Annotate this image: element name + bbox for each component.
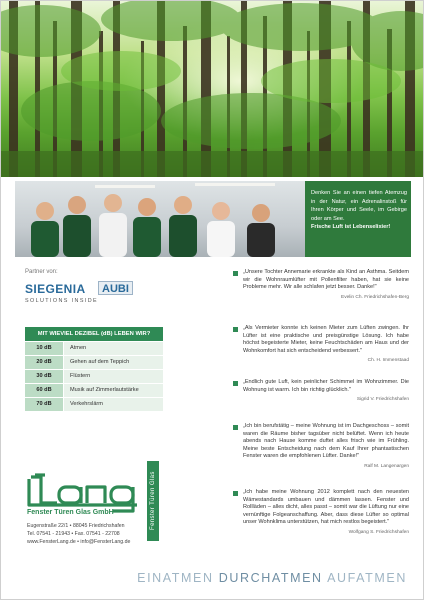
company-name: Fenster Türen Glas GmbH (27, 509, 114, 516)
company-address (27, 522, 130, 546)
testimonial-author: Evelin Ch. Friedrichshafen-Berg (341, 294, 409, 300)
testimonial-text: „Ich habe meine Wohnung 2012 komplett nach den neuesten Wämestandards umbauen und dämmen lassen. Fenster und Rollläden – alles dicht, alles passt – somit war die Lüftung nur eine vernünftige Folgeanschaffung. Aber, dass diese Lüfter so optimal unser Wohnklima unterstützen, hat mich restlos begeistert." (243, 489, 409, 526)
testimonial-author: Ch. H. Immenstaad (367, 358, 409, 364)
db-label: Gehen auf dem Teppich (64, 356, 163, 369)
banner-body: Denken Sie an einen tiefen Atemzug in der Natur, ein Adrenalinstoß für Ihren Körper und Seele, im Gebirge oder am See. (311, 190, 407, 222)
banner-text (311, 189, 407, 232)
testimonial-author: Sigrid V. Friedrichshafen (356, 397, 409, 403)
table-row (25, 384, 163, 397)
address-line: Eugenstraße 22/1 • 88045 Friedrichshafen (27, 523, 125, 529)
table-row (25, 370, 163, 383)
brand-tagline: SOLUTIONS INSIDE (25, 298, 99, 304)
testimonial (233, 379, 409, 402)
testimonial (233, 325, 409, 363)
bullet-square-icon (233, 425, 238, 430)
banner-highlight: Frische Luft ist Lebenselixier! (311, 224, 391, 231)
testimonial-text: „Ich bin berufstätig – meine Wohnung ist im Dachgeschoss – somit waren die Räume bisher tagsüber nicht belüftet. Wenn ich heute abends nach Hause komme duftet alles frisch wie im Frühling. Meine beste Entscheidung nach dem Kauf Ihrer phantastischen Fenster waren die empfohlenen Lüfter. Danke!" (243, 423, 409, 460)
table-row (25, 342, 163, 355)
side-tab: Fenster Türen Glas (147, 461, 159, 541)
slogan (1, 571, 424, 585)
table-row (25, 356, 163, 369)
testimonial-author: Wolfgang S. Friedrichshafen (348, 529, 409, 535)
forest-hero-image (1, 1, 424, 177)
team-banner (15, 181, 411, 257)
slogan-part-3: AUFATMEN (327, 571, 407, 585)
db-value: 20 dB (25, 356, 63, 369)
decibel-table (25, 327, 163, 411)
bullet-square-icon (233, 327, 238, 332)
testimonial-text: „Endlich gute Luft, kein peinlicher Schimmel im Wohnzimmer. Die Wohnung ist warm. Ich bin richtig glücklich." (243, 379, 409, 393)
table-row (25, 398, 163, 411)
db-value: 10 dB (25, 342, 63, 355)
db-label: Verkehrslärm (64, 398, 163, 411)
db-value: 30 dB (25, 370, 63, 383)
db-value: 70 dB (25, 398, 63, 411)
testimonial (233, 269, 409, 300)
brand-second: AUBI (98, 281, 133, 295)
bullet-square-icon (233, 271, 238, 276)
testimonial (233, 489, 409, 535)
testimonial-text: „Unsere Tochter Annemarie erkrankte als Kind an Asthma. Seitdem wir die Wohnraumlüfter mit Pollenfilter haben, hat sie keine Probleme mehr. Wir alle schlafen jetzt besser. Danke!" (243, 269, 409, 291)
testimonial (233, 423, 409, 469)
team-photo (15, 181, 305, 257)
db-label: Atmen (64, 342, 163, 355)
testimonial-author: Ralf M. Langenargen (364, 463, 409, 469)
slogan-part-1: EINATMEN (137, 571, 214, 585)
bullet-square-icon (233, 491, 238, 496)
db-value: 60 dB (25, 384, 63, 397)
testimonial-text: „Als Vermieter konnte ich keinen Mieter zum Lüften zwingen. Ihr Lüfter ist eine praktische und preisgünstige Lösung. Ich habe höchst begeisterte Mieter, keine Feuchtschäden am Haus und der Wohnkomfort hat sich entscheidend verbessert." (243, 325, 409, 354)
db-label: Musik auf Zimmerlautstärke (64, 384, 163, 397)
brand-main: SIEGENIA (25, 282, 86, 296)
db-label: Flüstern (64, 370, 163, 383)
table-title: MIT WIEVIEL DEZIBEL (dB) LEBEN WIR? (25, 327, 163, 341)
bullet-square-icon (233, 381, 238, 386)
partner-label: Partner von: (25, 269, 58, 275)
phone-line: Tel. 07541 - 21943 • Fax. 07541 - 22708 (27, 531, 120, 537)
web-line[interactable]: www.FensterLang.de • info@FensterLang.de (27, 539, 131, 545)
slogan-part-2: DURCHATMEN (218, 571, 323, 585)
tree-trunks-graphic (1, 1, 424, 177)
siegenia-aubi-logo (25, 282, 145, 312)
